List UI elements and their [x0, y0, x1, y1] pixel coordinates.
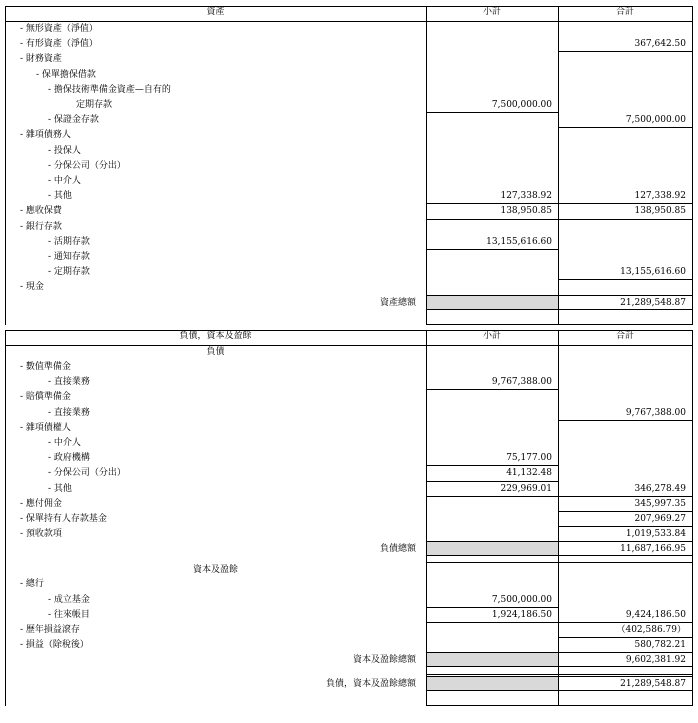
line-item-total: 9,767,388.00	[625, 407, 686, 418]
column-header-subtotal: 小計	[482, 7, 501, 17]
column-divider	[558, 6, 559, 325]
line-item-subtotal: 127,338.92	[500, 191, 552, 202]
section-border	[426, 562, 692, 563]
subtotal-underline	[426, 203, 558, 204]
line-item-label: - 其他	[48, 191, 72, 202]
line-item-label: - 有形資產（淨值）	[20, 39, 98, 50]
line-item-label: - 中介人	[48, 438, 81, 448]
right-border	[692, 6, 693, 325]
total-underline	[558, 51, 692, 52]
grand-total-value: 21,289,548.87	[620, 679, 686, 690]
line-item-label: - 數值準備金	[20, 362, 71, 372]
line-item-total: 138,950.85	[634, 206, 686, 217]
line-item-subtotal: 9,767,388.00	[491, 377, 552, 388]
total-underline	[558, 203, 692, 204]
line-item-label: - 其他	[48, 483, 72, 494]
line-item-label: - 財務資產	[20, 54, 62, 65]
subtotal-underline	[426, 112, 558, 113]
line-item-subtotal: 7,500,000.00	[491, 100, 552, 110]
line-item-label: - 中介人	[48, 176, 81, 186]
liabilities-total-label: 負債總額	[379, 544, 416, 555]
line-item-label: - 銀行存款	[20, 221, 62, 232]
line-item-total: 13,155,616.60	[620, 267, 686, 278]
grand-total-label: 負債，資本及盈餘總額	[325, 679, 416, 690]
subtotal-underline	[426, 465, 558, 466]
line-item-label: - 保單持有人存款基金	[20, 514, 107, 524]
header-bottom-border	[5, 345, 692, 346]
line-item-total: 207,969.27	[634, 514, 686, 524]
total-bottom-border	[426, 666, 692, 667]
subtotal-underline	[426, 219, 558, 220]
line-item-total: 7,500,000.00	[625, 115, 686, 126]
line-item-label: - 成立基金	[48, 594, 90, 605]
line-item-label: - 雜項債權人	[20, 422, 71, 433]
line-item-label: - 活期存款	[48, 236, 90, 247]
column-divider	[426, 6, 427, 325]
total-underline	[558, 511, 692, 512]
line-item-label: - 損益（除稅後）	[20, 640, 89, 651]
liabilities-total-value: 11,687,166.95	[620, 544, 686, 555]
section-title-capital: 資本及盈餘	[192, 565, 238, 576]
line-item-label: - 應收保費	[20, 206, 62, 217]
left-border	[5, 6, 6, 325]
line-item-label: - 直接業務	[48, 377, 90, 388]
line-item-label: - 投保人	[48, 145, 81, 156]
line-item-total: 346,278.49	[634, 483, 686, 494]
column-header-subtotal: 小計	[482, 331, 501, 341]
total-underline	[558, 622, 692, 623]
total-underline	[558, 496, 692, 497]
subtotal-underline	[426, 389, 558, 390]
line-item-subtotal: 13,155,616.60	[486, 236, 552, 247]
line-item-label: - 擔保技術準備金資產—自有的	[48, 84, 171, 95]
line-item-subtotal: 138,950.85	[500, 206, 552, 217]
right-border	[692, 330, 693, 706]
total-underline	[558, 279, 692, 280]
line-item-label: - 預收款項	[20, 529, 62, 540]
line-item-label: - 通知存款	[48, 252, 90, 262]
capital-total-value: 9,602,381.92	[625, 655, 686, 666]
line-item-label: - 保證金存款	[48, 115, 99, 126]
line-item-label: - 分保公司（分出）	[48, 468, 126, 479]
total-bottom-border	[426, 309, 692, 310]
left-border	[5, 330, 6, 706]
shaded-cell	[426, 542, 558, 555]
line-item-label: - 總行	[20, 579, 44, 590]
line-item-subtotal: 1,924,186.50	[491, 609, 552, 620]
line-item-total: 1,019,533.84	[625, 529, 686, 540]
total-underline	[558, 127, 692, 128]
shaded-cell	[426, 296, 558, 309]
column-header-item: 負債，資本及盈餘	[179, 331, 252, 341]
line-item-subtotal: 75,177.00	[506, 453, 552, 464]
line-item-label: - 往來帳目	[48, 609, 90, 620]
column-divider	[558, 330, 559, 706]
capital-total-label: 資本及盈餘總額	[352, 655, 416, 666]
line-item-label: - 定期存款	[48, 267, 90, 278]
line-item-total: （402,586.79）	[616, 625, 686, 635]
line-item-subtotal: 229,969.01	[500, 483, 552, 494]
total-top-border	[426, 676, 692, 677]
line-item-total: 9,424,186.50	[625, 609, 686, 620]
total-top-border	[426, 541, 692, 542]
assets-total-label: 資產總額	[379, 297, 416, 308]
line-item-subtotal: 7,500,000.00	[491, 594, 552, 605]
grand-total-top-border	[426, 674, 692, 675]
line-item-label: - 保單擔保借款	[36, 69, 96, 80]
total-bottom-border	[426, 555, 692, 556]
line-item-label: - 政府機構	[48, 453, 90, 464]
line-item-label: - 分保公司（分出）	[48, 160, 126, 171]
column-header-total: 合計	[615, 331, 634, 341]
total-double-border	[426, 324, 692, 325]
line-item-label: - 直接業務	[48, 407, 90, 418]
line-item-label: - 雜項債務人	[20, 130, 71, 141]
shaded-cell	[426, 677, 558, 690]
line-item-total: 367,642.50	[634, 39, 686, 50]
shaded-cell	[426, 653, 558, 666]
header-bottom-border	[5, 21, 692, 22]
line-item-total: 127,338.92	[634, 191, 686, 202]
assets-total-value: 21,289,548.87	[620, 297, 686, 308]
total-underline	[558, 219, 692, 220]
subtotal-underline	[426, 249, 558, 250]
column-divider	[426, 330, 427, 706]
line-item-total: 580,782.21	[634, 640, 686, 651]
line-item-label: 定期存款	[76, 100, 113, 110]
total-underline	[558, 420, 692, 421]
total-top-border	[426, 295, 692, 296]
total-underline	[558, 526, 692, 527]
column-header-total: 合計	[615, 7, 634, 17]
line-item-total: 345,997.35	[634, 498, 686, 509]
subtotal-underline	[426, 481, 558, 482]
total-bottom-border	[426, 690, 692, 691]
total-top-border	[426, 652, 692, 653]
line-item-subtotal: 41,132.48	[506, 468, 552, 479]
line-item-label: - 賠償準備金	[20, 392, 71, 403]
column-header-item: 資產	[206, 7, 225, 17]
subtotal-underline	[426, 607, 558, 608]
total-double-border	[426, 705, 692, 706]
line-item-label: - 無形資產（淨值）	[20, 24, 98, 34]
line-item-label: - 應付佣金	[20, 498, 62, 509]
subtotal-underline	[426, 622, 558, 623]
line-item-label: - 歷年損益滾存	[20, 625, 80, 635]
section-title-liabilities: 負債	[206, 347, 225, 357]
total-underline	[558, 637, 692, 638]
subtotal-underline	[426, 496, 558, 497]
line-item-label: - 現金	[20, 282, 44, 293]
